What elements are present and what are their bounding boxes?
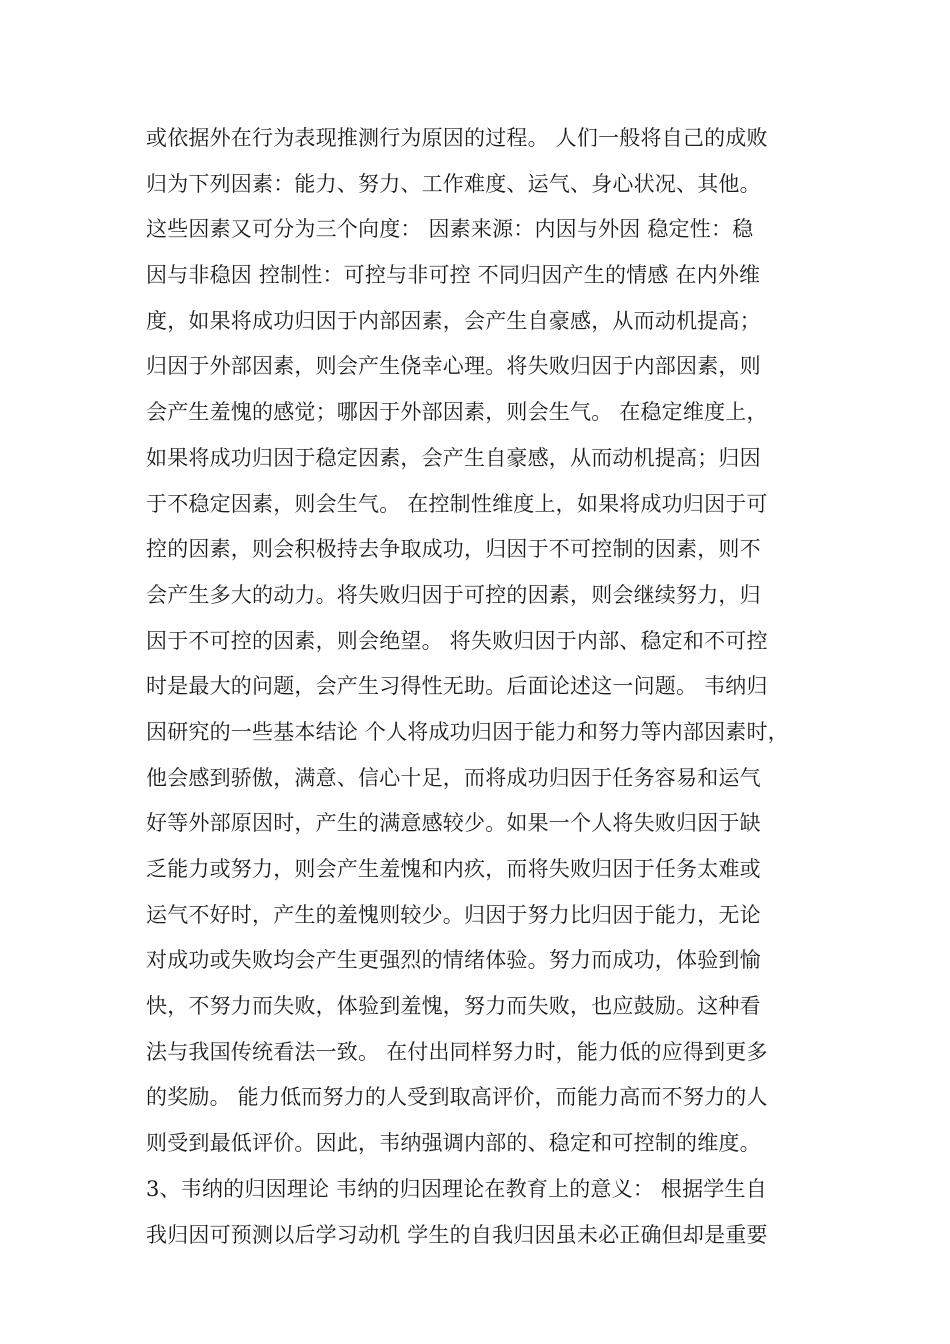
text-line: 我归因可预测以后学习动机 学生的自我归因虽未必正确但却是重要 bbox=[146, 1222, 768, 1247]
text-line: 因于不可控的因素，则会绝望。 将失败归因于内部、稳定和不可控 bbox=[146, 628, 768, 653]
text-line: 归因于外部因素，则会产生侥幸心理。将失败归因于内部因素，则 bbox=[146, 354, 761, 379]
text-line: 因与非稳因 控制性：可控与非可控 不同归因产生的情感 在内外维 bbox=[146, 263, 761, 288]
text-line: 这些因素又可分为三个向度： 因素来源：内因与外因 稳定性：稳 bbox=[146, 217, 754, 242]
text-line: 归为下列因素：能力、努力、工作难度、运气、身心状况、其他。 bbox=[146, 171, 761, 196]
text-line: 对成功或失败均会产生更强烈的情绪体验。努力而成功，体验到愉 bbox=[146, 948, 761, 973]
text-line: 运气不好时，产生的羞愧则较少。归因于努力比归因于能力，无论 bbox=[146, 902, 761, 927]
text-line: 时是最大的问题，会产生习得性无助。后面论述这一问题。 韦纳归 bbox=[146, 674, 768, 699]
text-line: 法与我国传统看法一致。 在付出同样努力时，能力低的应得到更多 bbox=[146, 1039, 768, 1064]
text-line: 快，不努力而失败，体验到羞愧，努力而失败，也应鼓励。这种看 bbox=[146, 994, 761, 1019]
text-line: 或依据外在行为表现推测行为原因的过程。 人们一般将自己的成败 bbox=[146, 126, 768, 150]
text-line: 则受到最低评价。因此，韦纳强调内部的、稳定和可控制的维度。 bbox=[146, 1131, 761, 1156]
text-line: 会产生多大的动力。将失败归因于可控的因素，则会继续努力，归 bbox=[146, 582, 761, 607]
text-line: 度，如果将成功归因于内部因素，会产生自豪感，从而动机提高； bbox=[146, 308, 761, 333]
text-line: 的奖励。 能力低而努力的人受到取高评价，而能力高而不努力的人 bbox=[146, 1085, 768, 1110]
text-line: 因研究的一些基本结论 个人将成功归因于能力和努力等内部因素时， bbox=[146, 719, 789, 744]
text-line: 控的因素，则会积极持去争取成功，归因于不可控制的因素，则不 bbox=[146, 537, 761, 562]
body-text bbox=[146, 116, 826, 1258]
text-line: 于不稳定因素，则会生气。 在控制性维度上，如果将成功归因于可 bbox=[146, 491, 768, 516]
text-line: 好等外部原因时，产生的满意感较少。如果一个人将失败归因于缺 bbox=[146, 811, 761, 836]
text-line: 如果将成功归因于稳定因素，会产生自豪感，从而动机提高；归因 bbox=[146, 445, 761, 470]
text-line: 乏能力或努力，则会产生羞愧和内疚，而将失败归因于任务太难或 bbox=[146, 857, 761, 881]
text-line: 3、韦纳的归因理论 韦纳的归因理论在教育上的意义： 根据学生自 bbox=[146, 1176, 767, 1201]
text-line: 他会感到骄傲，满意、信心十足，而将成功归因于任务容易和运气 bbox=[146, 765, 761, 790]
text-line: 会产生羞愧的感觉；哪因于外部因素，则会生气。 在稳定维度上， bbox=[146, 400, 768, 425]
